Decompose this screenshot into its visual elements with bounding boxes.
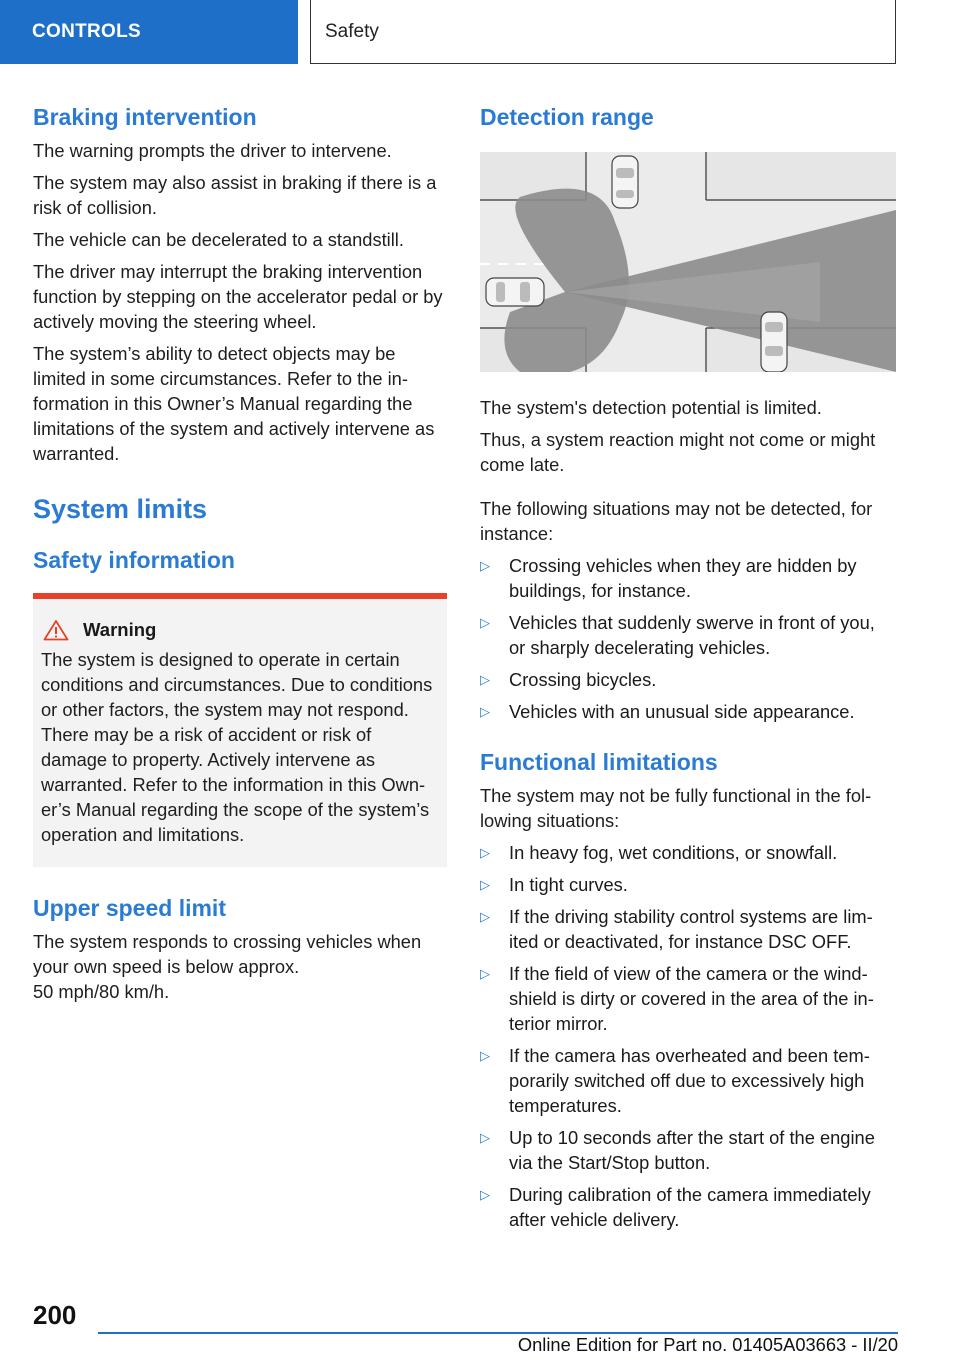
list-item: ▷ Crossing vehicles when they are hidden by buildings, for instance.	[480, 555, 857, 601]
list-item: ▷ Crossing bicycles.	[480, 669, 657, 690]
triangle-bullet-icon: ▷	[480, 1048, 490, 1063]
paragraph: The system may not be fully functional in the following situations:	[480, 785, 872, 831]
safety-info-heading: Safety information	[33, 547, 235, 573]
paragraph: The vehicle can be decelerated to a standstill.	[33, 229, 404, 250]
warning-triangle-icon	[43, 619, 69, 641]
triangle-bullet-icon: ▷	[480, 1130, 490, 1145]
list-item: ▷ Up to 10 seconds after the start of the engine via the Start/Stop button.	[480, 1127, 875, 1173]
chapter-header	[310, 0, 896, 64]
triangle-bullet-icon: ▷	[480, 1187, 490, 1202]
braking-heading: Braking intervention	[33, 104, 257, 130]
list-item: ▷ In tight curves.	[480, 874, 628, 895]
warning-title: Warning	[83, 619, 157, 640]
paragraph: The system responds to crossing vehicles when your own speed is below approx.	[33, 931, 422, 977]
functional-list	[480, 840, 896, 1232]
right-column	[480, 100, 896, 1239]
warning-text: The system is designed to operate in certain conditions and circumstances. Due to conditions or other factors, the system may not respond. There may be a risk of accident or risk of damage to property. Actively intervene as warranted. Refer to the information in this Owner’s Manual regarding the scope of the system’s operation and limitations.	[41, 649, 433, 845]
list-item: ▷ If the field of view of the camera or the windshield is dirty or covered in the area of the interior mirror.	[480, 963, 874, 1034]
detection-range-illustration	[480, 152, 896, 372]
triangle-bullet-icon: ▷	[480, 558, 490, 573]
list-item: ▷ During calibration of the camera immediately after vehicle delivery.	[480, 1184, 871, 1230]
detection-heading: Detection range	[480, 104, 654, 130]
paragraph: The following situations may not be detected, for instance:	[480, 498, 873, 544]
triangle-bullet-icon: ▷	[480, 966, 490, 981]
paragraph: The system’s ability to detect objects may be limited in some circumstances. Refer to the information in this Owner’s Manual regarding the limitations of the system and actively intervene as warranted.	[33, 343, 435, 464]
list-item: ▷ In heavy fog, wet conditions, or snowfall.	[480, 842, 838, 863]
paragraph: 50 mph/80 km/h.	[33, 981, 170, 1002]
left-column	[33, 100, 445, 1011]
situations-list	[480, 553, 896, 724]
paragraph: The system may also assist in braking if there is a risk of collision.	[33, 172, 437, 218]
paragraph: The system's detection potential is limited.	[480, 397, 822, 418]
list-item: ▷ Vehicles with an unusual side appearance.	[480, 701, 855, 722]
chapter-label: Safety	[325, 20, 379, 42]
system-limits-heading: System limits	[33, 494, 208, 524]
list-item: ▷ Vehicles that suddenly swerve in front of you, or sharply decelerating vehicles.	[480, 612, 875, 658]
speed-limit-heading: Upper speed limit	[33, 895, 226, 921]
triangle-bullet-icon: ▷	[480, 672, 490, 687]
warning-box	[33, 593, 447, 867]
paragraph: The driver may interrupt the braking intervention function by stepping on the accelerator pedal or by actively moving the steering wheel.	[33, 261, 443, 332]
car-top	[612, 156, 638, 208]
triangle-bullet-icon: ▷	[480, 877, 490, 892]
car-bottom	[761, 312, 787, 372]
triangle-bullet-icon: ▷	[480, 845, 490, 860]
section-label: CONTROLS	[32, 21, 142, 42]
functional-limitations-heading: Functional limitations	[480, 749, 718, 775]
warning-header	[41, 619, 439, 641]
triangle-bullet-icon: ▷	[480, 704, 490, 719]
paragraph: The warning prompts the driver to intervene.	[33, 140, 392, 161]
triangle-bullet-icon: ▷	[480, 615, 490, 630]
triangle-bullet-icon: ▷	[480, 909, 490, 924]
section-tab	[0, 0, 298, 64]
list-item: ▷ If the driving stability control systems are limited or deactivated, for instance DSC OFF.	[480, 906, 873, 952]
car-left	[486, 278, 544, 306]
list-item: ▷ If the camera has overheated and been temporarily switched off due to excessively high temperatures.	[480, 1045, 870, 1116]
edition-note: Online Edition for Part no. 01405A03663 - II/20	[517, 1334, 898, 1355]
paragraph: Thus, a system reaction might not come or might come late.	[480, 429, 876, 475]
page-number: 200	[33, 1300, 77, 1330]
